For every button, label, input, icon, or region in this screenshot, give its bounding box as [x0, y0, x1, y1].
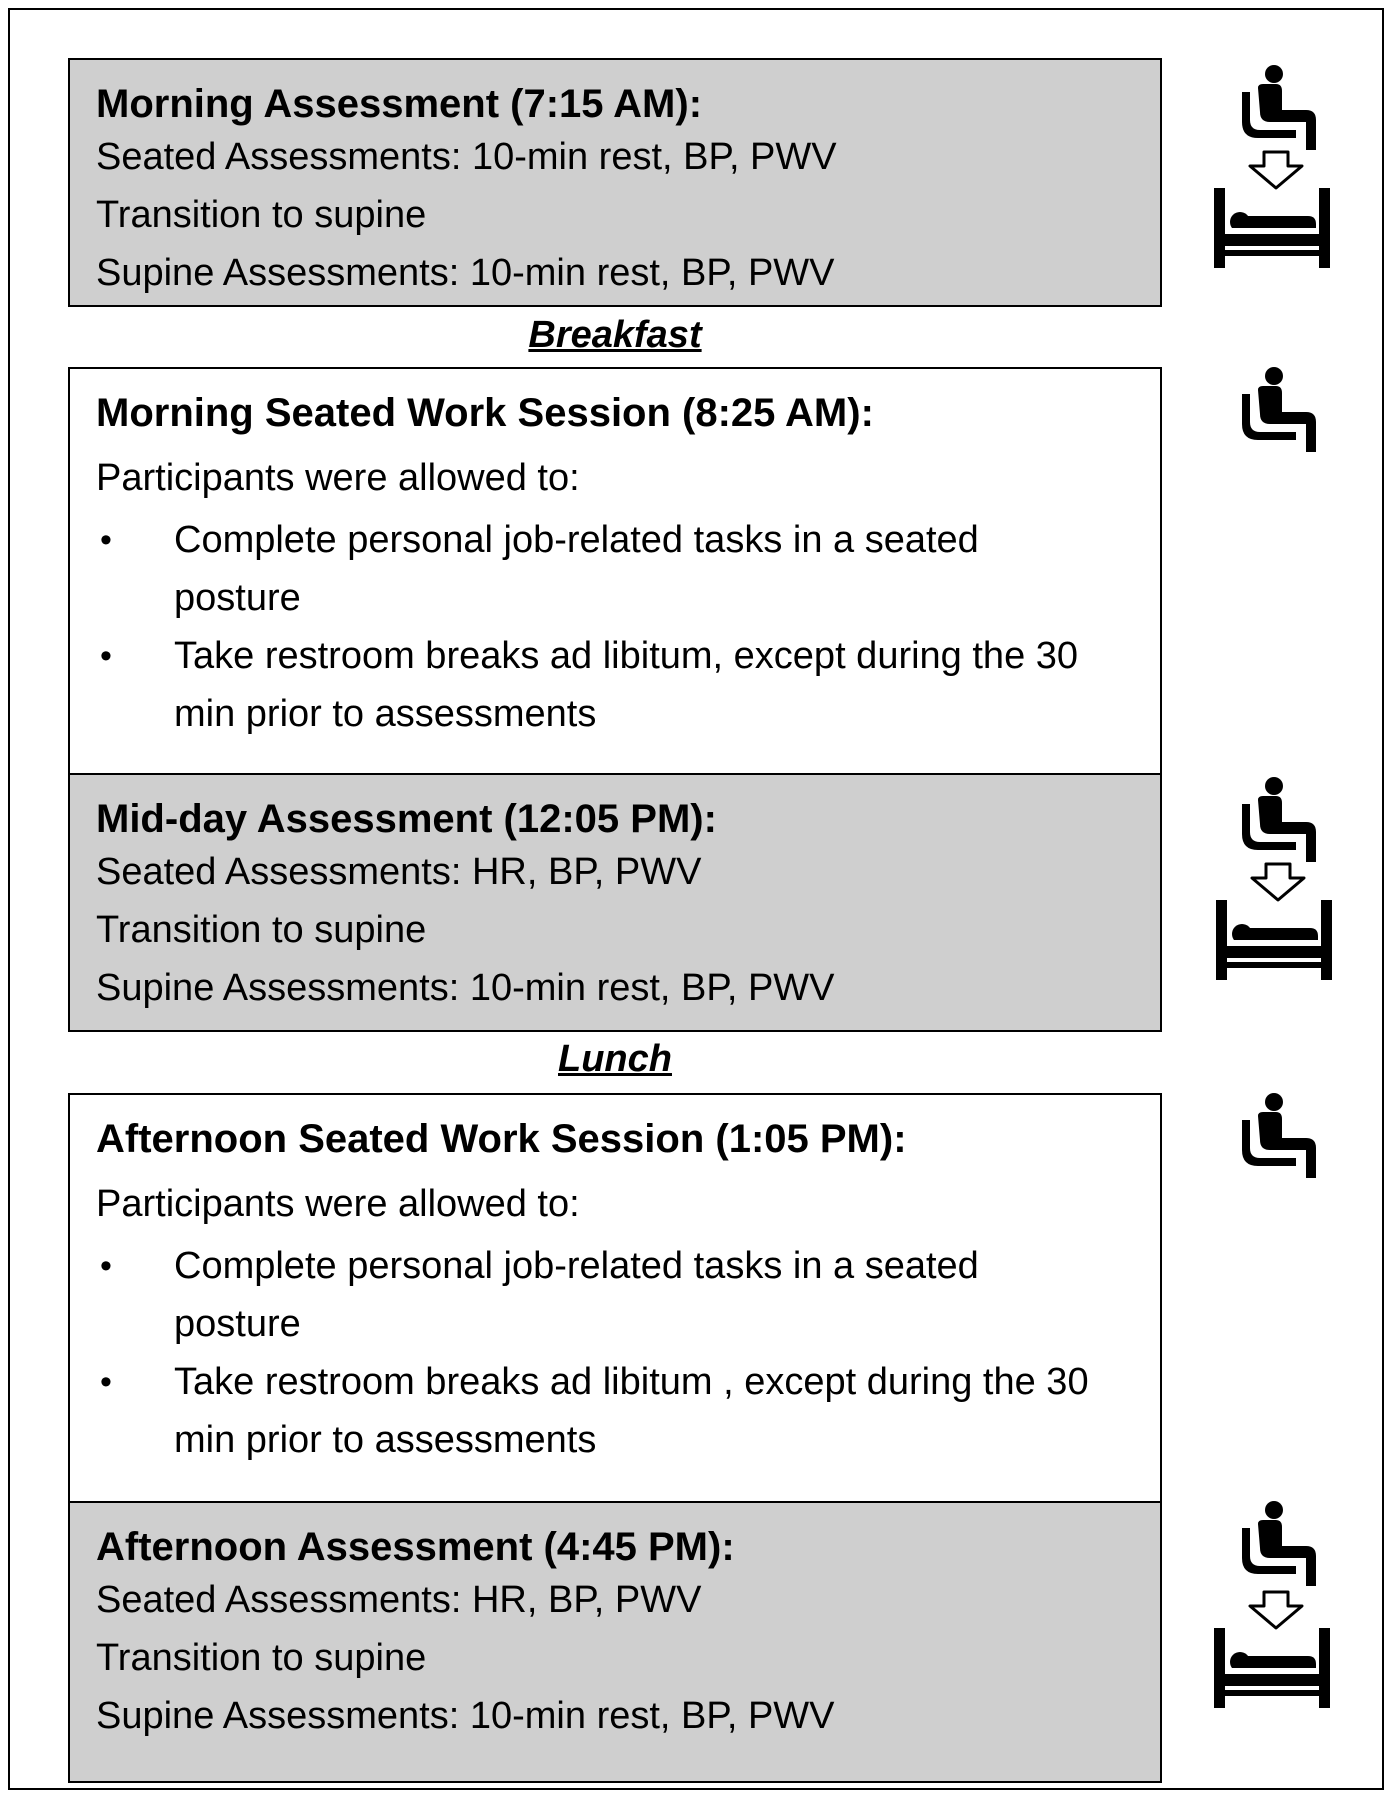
assessment-line: Transition to supine [96, 194, 427, 236]
list-item-text: Complete personal job-related tasks in a seated posture [174, 1245, 979, 1345]
allowed-list [96, 511, 1160, 743]
allowed-lead-text: Participants were allowed to: [96, 457, 580, 499]
list-item-text: Take restroom breaks ad libitum, except during the 30 min prior to assessments [174, 635, 1079, 735]
list-item [96, 627, 1116, 743]
list-item [96, 1353, 1116, 1469]
seated-person-icon [1236, 366, 1320, 456]
assessment-line: Transition to supine [96, 1637, 427, 1679]
supine-bed-icon [1212, 1624, 1332, 1710]
morning-assessment-box [68, 58, 1162, 307]
list-item-text: Take restroom breaks ad libitum , except during the 30 min prior to assessments [174, 1361, 1089, 1461]
assessment-line: Supine Assessments: 10-min rest, BP, PWV [96, 252, 835, 294]
assessment-line: Supine Assessments: 10-min rest, BP, PWV [96, 1695, 835, 1737]
afternoon-assessment-box [68, 1501, 1162, 1783]
bullet-glyph: • [100, 637, 112, 675]
midday-assessment-title: Mid-day Assessment (12:05 PM): [96, 797, 717, 841]
supine-bed-icon [1212, 184, 1332, 270]
list-item-text: Complete personal job-related tasks in a seated posture [174, 519, 979, 619]
breakfast-label: Breakfast [528, 314, 702, 356]
bullet-glyph: • [100, 521, 112, 559]
bullet-glyph: • [100, 1247, 112, 1285]
supine-bed-icon [1214, 896, 1334, 982]
afternoon-assessment-title: Afternoon Assessment (4:45 PM): [96, 1525, 735, 1569]
morning-assessment-title: Morning Assessment (7:15 AM): [96, 82, 703, 126]
assessment-line: Seated Assessments: HR, BP, PWV [96, 1579, 702, 1621]
bullet-glyph: • [100, 1363, 112, 1401]
afternoon-work-session-box [68, 1093, 1162, 1503]
seated-person-icon [1236, 776, 1320, 866]
morning-work-session-box [68, 367, 1162, 775]
afternoon-work-session-title: Afternoon Seated Work Session (1:05 PM): [96, 1117, 907, 1161]
assessment-line: Transition to supine [96, 909, 427, 951]
allowed-list [96, 1237, 1160, 1469]
assessment-line: Seated Assessments: HR, BP, PWV [96, 851, 702, 893]
assessment-line: Supine Assessments: 10-min rest, BP, PWV [96, 967, 835, 1009]
list-item [96, 1237, 1116, 1353]
midday-assessment-box [68, 773, 1162, 1032]
seated-person-icon [1236, 1092, 1320, 1182]
assessment-line: Seated Assessments: 10-min rest, BP, PWV [96, 136, 837, 178]
seated-person-icon [1236, 64, 1320, 154]
list-item [96, 511, 1116, 627]
allowed-lead-text: Participants were allowed to: [96, 1183, 580, 1225]
morning-work-session-title: Morning Seated Work Session (8:25 AM): [96, 391, 874, 435]
lunch-label: Lunch [558, 1038, 672, 1080]
seated-person-icon [1236, 1500, 1320, 1590]
